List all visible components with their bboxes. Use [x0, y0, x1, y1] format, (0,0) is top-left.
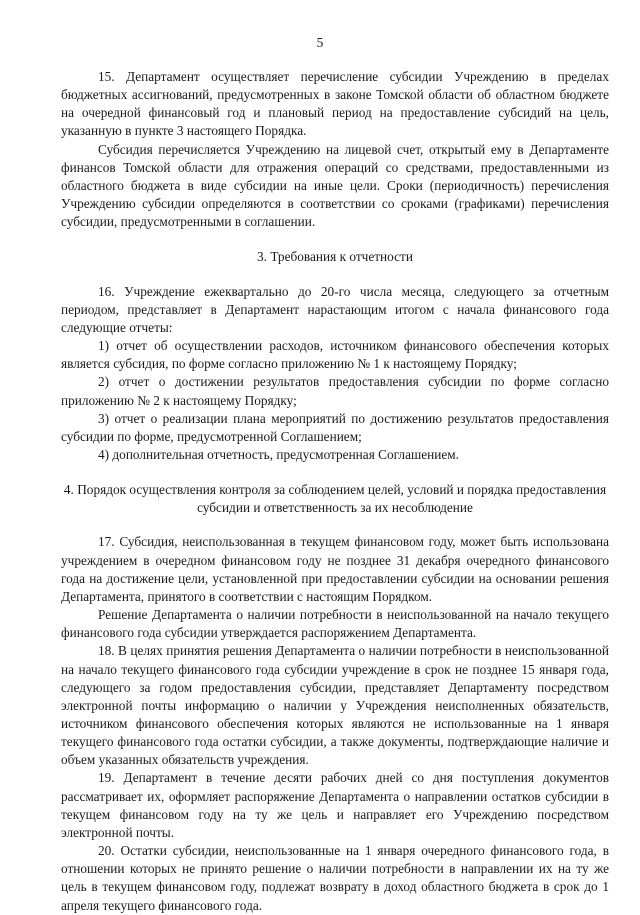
paragraph-17: 17. Субсидия, неиспользованная в текущем финансовом году, может быть использована учреждением в очередном финансовом году не позднее 31 декабря очередного финансового года на достижение цели, установленной при предоставлении субсидии на основании решения Департамента, принятого в соответствии с настоящим Порядком.: [61, 534, 609, 604]
paragraph-subsidy-transfer: Субсидия перечисляется Учреждению на лицевой счет, открытый ему в Департаменте финансов Томской области для отражения операций со средствами, предоставленными из областного бюджета в виде субсидии на иные цели. Сроки (периодичность) перечисления Учреждению субсидии определяются в соответствии со сроками (графиками) перечисления субсидии, предусмотренными в соглашении.: [61, 141, 609, 230]
paragraph-15: 15. Департамент осуществляет перечисление субсидии Учреждению в пределах бюджетных ассигнований, предусмотренных в законе Томской области об областном бюджете на очередной финансовый год и плановый период на предоставление субсидий на цель, указанную в пункте 3 настоящего Порядка.: [61, 69, 609, 139]
list-item-report-2: 2) отчет о достижении результатов предоставления субсидии по форме согласно приложению № 2 к настоящему Порядку;: [61, 374, 609, 408]
paragraph-19: 19. Департамент в течение десяти рабочих дней со дня поступления документов рассматривает их, оформляет распоряжение Департамента о направлении остатков субсидии в текущем финансовом году на ту же цель и направляет его Учреждению посредством электронной почты.: [61, 770, 609, 840]
document-body: [61, 68, 609, 915]
paragraph-20: 20. Остатки субсидии, неиспользованные на 1 января очередного финансового года, в отношении которых не принято решение о наличии потребности в направлении их на ту же цель в текущем финансовом году, подлежат возврату в доход областного бюджета в срок до 1 апреля текущего финансового года.: [61, 843, 609, 913]
list-item-report-3: 3) отчет о реализации плана мероприятий по достижению результатов предоставления субсидии по форме, предусмотренной Соглашением;: [61, 410, 609, 444]
list-item-report-1: 1) отчет об осуществлении расходов, источником финансового обеспечения которых является субсидия, по форме согласно приложению № 1 к настоящему Порядку;: [61, 338, 609, 372]
list-item-report-4: 4) дополнительная отчетность, предусмотренная Соглашением.: [98, 446, 459, 462]
paragraph-decision: Решение Департамента о наличии потребности в неиспользованной на начало текущего финансового года субсидии утверждается распоряжением Департамента.: [61, 607, 609, 641]
section-heading-control: 4. Порядок осуществления контроля за соблюдением целей, условий и порядка предоставления субсидии и ответственность за их несоблюдение: [63, 482, 607, 516]
section-heading-reporting: 3. Требования к отчетности: [257, 249, 413, 265]
page-number: 5: [316, 35, 324, 50]
paragraph-18: 18. В целях принятия решения Департамента о наличии потребности в неиспользованной на начало текущего финансового года субсидии учреждение в срок не позднее 15 января года, следующего за годом предоставления субсидии, представляет Департаменту посредством электронной почты информацию о наличии у Учреждения неисполненных обязательств, источником финансового обеспечения которых являются не использованные на 1 января текущего финансового года остатки субсидии, а также документы, подтверждающие наличие и объем указанных обязательств учреждения.: [61, 643, 609, 768]
paragraph-16: 16. Учреждение ежеквартально до 20-го числа месяца, следующего за отчетным периодом, представляет в Департамент нарастающим итогом с начала финансового года следующие отчеты:: [61, 283, 609, 335]
